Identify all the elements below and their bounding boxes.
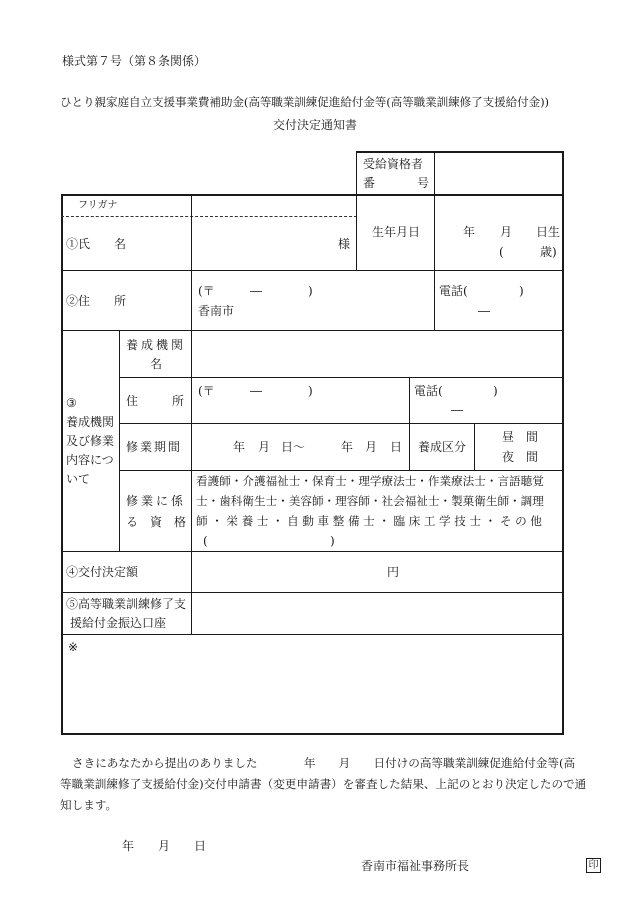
furigana-label: フリガナ: [78, 200, 118, 211]
phone-dash: ―: [478, 304, 490, 318]
qualification-other-close: ): [330, 534, 335, 548]
furigana-divider: [61, 216, 357, 217]
table-col-line: [191, 194, 192, 330]
document-subtitle: 交付決定通知書: [272, 118, 357, 132]
issuer-name: 香南市福祉事務所長: [361, 859, 470, 873]
qualification-label: 修業に係: [126, 494, 187, 508]
table-row-line: [61, 270, 564, 271]
training-division-label: 養成区分: [418, 440, 467, 454]
postal-close: ): [308, 284, 313, 298]
daytime-option[interactable]: 昼 間: [502, 430, 539, 444]
age-close: 歳): [540, 245, 557, 259]
grant-amount-label: ④交付決定額: [66, 565, 139, 579]
notice-date-month: 月: [158, 839, 171, 853]
table-col-line: [409, 423, 410, 470]
recipient-number-label-a: 番: [363, 176, 376, 190]
phone-close: ): [519, 284, 524, 298]
notice-date-year: 年: [122, 839, 135, 853]
table-border: [356, 151, 564, 153]
training-section-label: 内容につ: [66, 453, 114, 467]
period-start-year: 年: [233, 440, 246, 454]
institution-address-label-a: 住: [126, 394, 139, 408]
postal-open: (〒: [198, 284, 215, 298]
document-title: ひとり親家庭自立支援事業費補助金(高等職業訓練促進給付金等(高等職業訓練修了支援給付金)): [60, 95, 549, 109]
bank-account-label-2: 援給付金振込口座: [70, 616, 167, 630]
inst-phone-close: ): [493, 384, 498, 398]
table-row-line: [61, 634, 564, 635]
period-start-day: 日～: [281, 440, 306, 454]
table-col-line: [409, 377, 410, 423]
inst-phone-dash: ―: [451, 403, 463, 417]
training-section-label: 養成機関: [66, 415, 115, 429]
training-section-label: いて: [66, 472, 91, 486]
birth-month: 月: [500, 225, 513, 239]
table-row-line: [119, 470, 564, 471]
notice-paragraph-line: さきにあなたから提出のありました 年 月 日付けの高等職業訓練促進給付金等(高: [72, 756, 576, 770]
notice-date-day: 日: [194, 839, 207, 853]
table-col-line: [356, 194, 357, 270]
nighttime-option[interactable]: 夜 間: [502, 450, 539, 464]
table-border: [562, 151, 564, 195]
table-col-line: [119, 330, 120, 551]
main-table-border: [61, 194, 564, 735]
seal-mark: 印: [586, 858, 601, 873]
period-end-year: 年: [341, 440, 354, 454]
table-row-line: [119, 423, 564, 424]
table-col-line: [434, 270, 435, 330]
training-section-number: ③: [66, 396, 77, 410]
form-number: 様式第７号（第８条関係）: [62, 54, 207, 68]
training-section-label: 及び修業: [66, 434, 115, 448]
institution-name-label: 養成機関: [126, 338, 187, 352]
bank-account-label: ⑤高等職業訓練修了支: [66, 597, 187, 611]
name-label: ①氏 名: [66, 237, 127, 251]
inst-postal-close: ): [308, 384, 313, 398]
recipient-number-label: 受給資格者: [363, 157, 424, 171]
institution-name-label-2: 名: [150, 357, 163, 371]
study-period-label: 修業期間: [126, 440, 183, 454]
inst-phone-label: 電話(: [414, 384, 443, 398]
table-col-line: [191, 330, 192, 551]
age-open: (: [499, 245, 504, 259]
postal-dash: ―: [250, 284, 262, 298]
inst-postal-open: (〒: [198, 384, 215, 398]
qualification-list-line: 師・栄養士・自動車整備士・臨床工学技士・その他: [196, 514, 546, 528]
honorific: 様: [338, 237, 351, 251]
period-end-month: 月: [365, 440, 378, 454]
table-col-line: [474, 423, 475, 470]
period-start-month: 月: [258, 440, 271, 454]
address-label: ②住 所: [66, 294, 127, 308]
qualification-list-line: 看護師・介護福祉士・保育士・理学療法士・作業療法士・言語聴覚: [196, 474, 544, 488]
table-row-line: [119, 377, 564, 378]
birth-year: 年: [463, 225, 476, 239]
note-mark: ※: [68, 640, 79, 654]
institution-address-label-b: 所: [172, 394, 185, 408]
birth-day: 日生: [536, 225, 561, 239]
table-row-line: [61, 592, 564, 593]
table-row-line: [61, 330, 564, 331]
yen-unit: 円: [387, 565, 400, 579]
inst-postal-dash: ―: [250, 384, 262, 398]
qualification-other-open: (: [203, 534, 208, 548]
table-col-line: [191, 551, 192, 634]
table-row-line: [61, 551, 564, 552]
birth-date-label: 生年月日: [372, 225, 421, 239]
qualification-list-line: 士・歯科衛生士・美容師・理容師・社会福祉士・製菓衛生師・調理: [196, 494, 544, 508]
period-end-day: 日: [390, 440, 403, 454]
notice-paragraph-line: 知します。: [60, 798, 118, 812]
table-border: [356, 151, 357, 195]
recipient-number-label-b: 号: [417, 176, 430, 190]
phone-label: 電話(: [439, 284, 468, 298]
city-name: 香南市: [198, 304, 235, 318]
qualification-label-2: る 資 格: [126, 515, 187, 529]
notice-paragraph-line: 等職業訓練修了支援給付金)交付申請書（変更申請書）を審査した結果、上記のとおり決定したので通: [60, 777, 587, 791]
